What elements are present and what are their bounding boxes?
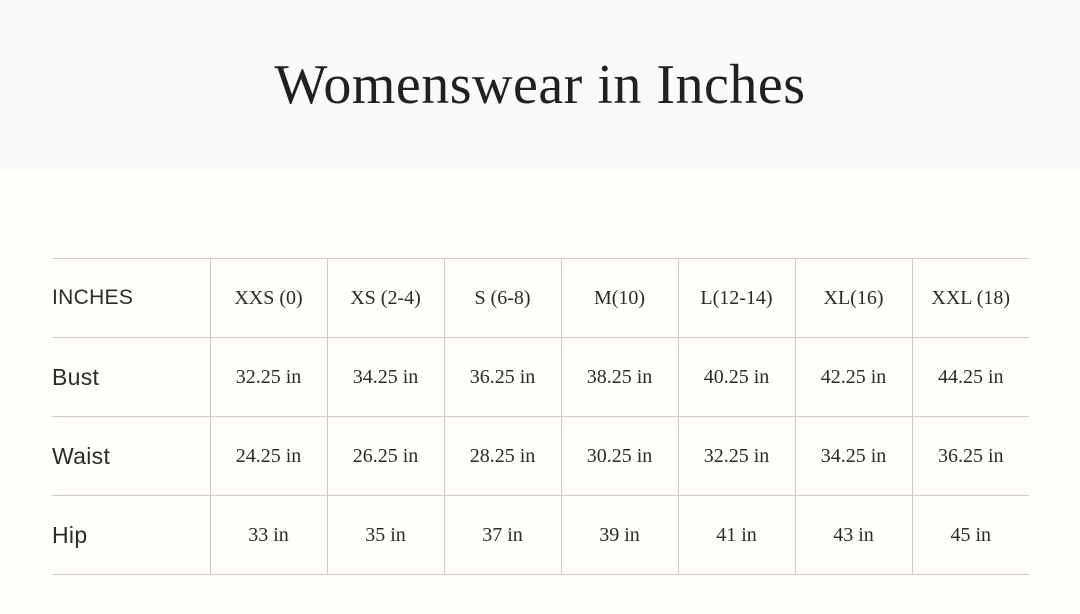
cell-waist-l: 32.25 in [678, 417, 795, 496]
column-header-l: L(12-14) [678, 259, 795, 338]
cell-bust-xxs: 32.25 in [210, 338, 327, 417]
table-body [52, 338, 1029, 575]
cell-waist-xs: 26.25 in [327, 417, 444, 496]
table-row [52, 338, 1029, 417]
cell-hip-m: 39 in [561, 496, 678, 575]
table-row [52, 417, 1029, 496]
column-header-measure: INCHES [52, 259, 210, 338]
cell-bust-l: 40.25 in [678, 338, 795, 417]
column-header-m: M(10) [561, 259, 678, 338]
page-title: Womenswear in Inches [274, 54, 806, 116]
cell-hip-s: 37 in [444, 496, 561, 575]
row-label-bust: Bust [52, 338, 210, 417]
table-row [52, 496, 1029, 575]
table-area [0, 170, 1080, 614]
cell-bust-xl: 42.25 in [795, 338, 912, 417]
column-header-xxs: XXS (0) [210, 259, 327, 338]
cell-bust-m: 38.25 in [561, 338, 678, 417]
cell-waist-s: 28.25 in [444, 417, 561, 496]
cell-bust-xs: 34.25 in [327, 338, 444, 417]
cell-hip-xxl: 45 in [912, 496, 1029, 575]
cell-hip-xs: 35 in [327, 496, 444, 575]
column-header-xxl: XXL (18) [912, 259, 1029, 338]
title-band [0, 0, 1080, 170]
size-chart-table [52, 258, 1029, 575]
column-header-xl: XL(16) [795, 259, 912, 338]
cell-waist-xxs: 24.25 in [210, 417, 327, 496]
column-header-xs: XS (2-4) [327, 259, 444, 338]
cell-hip-xl: 43 in [795, 496, 912, 575]
cell-waist-xl: 34.25 in [795, 417, 912, 496]
column-header-s: S (6-8) [444, 259, 561, 338]
table-header-row [52, 259, 1029, 338]
cell-waist-m: 30.25 in [561, 417, 678, 496]
cell-hip-l: 41 in [678, 496, 795, 575]
cell-bust-s: 36.25 in [444, 338, 561, 417]
cell-waist-xxl: 36.25 in [912, 417, 1029, 496]
cell-bust-xxl: 44.25 in [912, 338, 1029, 417]
row-label-waist: Waist [52, 417, 210, 496]
cell-hip-xxs: 33 in [210, 496, 327, 575]
table-header [52, 259, 1029, 338]
row-label-hip: Hip [52, 496, 210, 575]
